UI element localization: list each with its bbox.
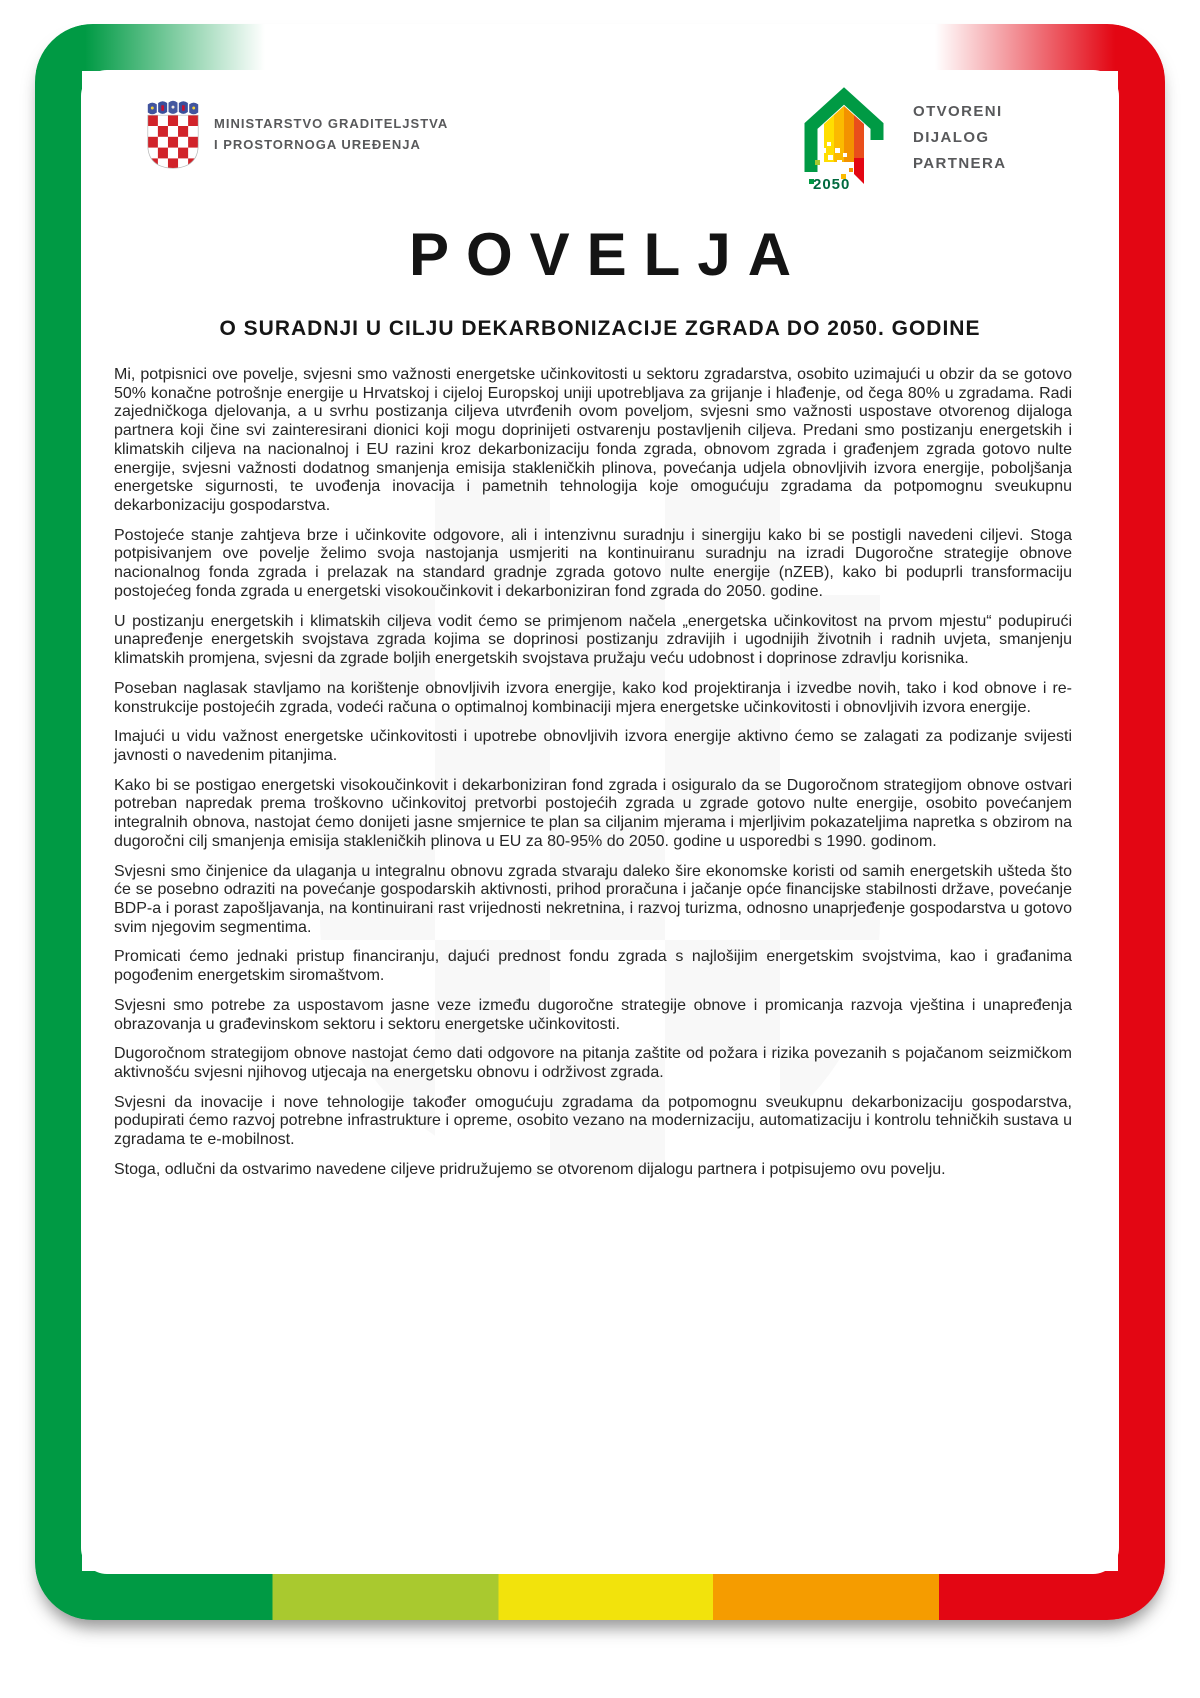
coat-crown <box>148 101 198 115</box>
paragraph: Stoga, odlučni da ostvarimo navedene ciljeve pridružujemo se otvorenom dijalogu partnera i potpisujemo ovu povelju. <box>114 1160 946 1178</box>
paragraph: Poseban naglasak stavljamo na korištenje obnovljivih izvora energije, kako kod projektiranja i izvedbe novih, tako i kod obnove i re-konstrukcije postojećih zgrada, vodeći računa o optimalnoj kombinaciji mjera energetske učinkovitosti i obnovljivih izvora energije. <box>114 679 1072 716</box>
house-red-tail <box>854 158 864 184</box>
frame-bottom-gradient-bar <box>35 1571 1165 1620</box>
paragraph: Postojeće stanje zahtjeva brze i učinkovite odgovore, ali i intenzivnu suradnju i sinergiju kako bi se postigli navedeni ciljevi. Stoga potpisivanjem ove povelje želimo svoja nastojanja usmjeriti na kontinuiranu suradnju na izradi Dugoročne strategije obnove nacionalnog fonda zgrada i prelazak na standard gradnje zgrada gotovo nulte energije (nZEB), kako bi poduprli transformaciju postojećeg fonda zgrada u energetski visokoučinkovit i dekarboniziran fond zgrada do 2050. godine. <box>114 526 1072 600</box>
paragraph: Svjesni smo činjenice da ulaganja u integralnu obnovu zgrada stvaraju daleko šire ekonomske koristi od samih energetskih ušteda što će se posebno odraziti na povećanje gospodarskih aktivnosti, prihod proračuna i jačanje opće financijske stabilnosti države, povećanje BDP-a i porast zapošljavanja, na kontinuirani rast vrijednosti nekretnina, i razvoj turizma, odnosno unaprjeđenje gospodarstva u gotovo svim njegovim segmentima. <box>114 862 1072 936</box>
ministry-name-line1: MINISTARSTVO GRADITELJSTVA <box>214 116 449 132</box>
open-dialogue-line3: PARTNERA <box>913 155 1007 173</box>
page-title: POVELJA <box>408 221 809 288</box>
open-dialogue-label <box>913 99 1006 178</box>
charter-body <box>114 366 1072 1191</box>
coat-shield-checkerboard <box>148 115 198 169</box>
open-dialogue-logo-block <box>795 82 1006 194</box>
paragraph: Imajući u vidu važnost energetske učinkovitosti i upotrebe obnovljivih izvora energije aktivno ćemo se zalagati za podizanje svijesti javnosti o navedenim pitanjima. <box>114 728 1072 764</box>
ministry-name <box>214 114 448 156</box>
paragraph: Promicati ćemo jednaki pristup financiranju, dajući prednost fondu zgrada s najlošijim energetskim svojstvima, kao i građanima pogođenim energetskim siromaštvom. <box>114 948 1072 985</box>
page-subtitle: O SURADNJI U CILJU DEKARBONIZACIJE ZGRADA DO 2050. GODINE <box>219 317 981 340</box>
paragraph: Svjesni smo potrebe za uspostavom jasne veze između dugoročne strategije obnove i promicanja razvoja vještina i unapređenja obrazovanja u građevinskom sektoru i sektoru energetske učinkovitosti. <box>114 996 1072 1033</box>
paragraph: U postizanju energetskih i klimatskih ciljeva vodit ćemo se primjenom načela „energetska učinkovitost na prvom mjestu“ podupirući unapređenje energetskih svojstava zgrada kojima se doprinosi postizanju zdravijih i ugodnijih životnih i radnih uvjeta, smanjenju klimatskih promjena, svjesni da zgrade boljih energetskih svojstava pružaju veću udobnost i doprinose zdravlju korisnika. <box>114 612 1072 668</box>
logo-year-label: 2050 <box>813 176 851 193</box>
paragraph: Mi, potpisnici ove povelje, svjesni smo važnosti energetske učinkovitosti u sektoru zgradarstva, osobito uzimajući u obzir da se gotovo 50% konačne potrošnje energije u Hrvatskoj i cijeloj Europskoj uniji upotrebljava za grijanje i hlađenje, od čega 80% u zgradama. Radi zajedničkoga djelovanja, a u svrhu postizanja ciljeva utvrđenih ovom poveljom, svjesni smo važnosti uspostave otvorenog dijaloga partnera koji čine svi zainteresirani dionici koji mogu doprinijeti ostvarenju postavljenih ciljeva. Predani smo postizanju energetskih i klimatskih ciljeva na nacionalnoj i EU razini kroz dekarbonizaciju fonda zgrada, obnovom zgrada i građenjem zgrada gotovo nulte energije, svjesni važnosti dodatnog smanjenja emisija stakleničkih plinova, povećanja udjela obnovljivih izvora energije, poboljšanja energetske sigurnosti, te uvođenja inovacija i pametnih tehnologija koje omogućuju zgradama da potpomognu sveukupnu dekarbonizaciju gospodarstva. <box>114 366 1072 515</box>
paragraph: Kako bi se postigao energetski visokoučinkovit i dekarboniziran fond zgrada i osiguralo da se Dugoročnom strategijom obnove ostvari potreban napredak prema troškovno učinkovitoj pretvorbi postojećih zgrada u zgrade gotovo nulte energije, osobito povećanjem integralnih obnova, nastojat ćemo donijeti jasne smjernice te plan sa ciljanim mjerama i mjerljivim pokazateljima napretka s obzirom na dugoročni cilj smanjenja emisija stakleničkih plinova u EU za 80-95% do 2050. godine u usporedbi s 1990. godinom. <box>114 776 1072 850</box>
open-dialogue-line1: OTVORENI <box>913 102 1003 120</box>
frame-top-edge <box>35 24 1165 71</box>
house-2050-icon <box>795 82 899 194</box>
paragraph: Svjesni da inovacije i nove tehnologije također omogućuju zgradama da potpomognu sveukupnu dekarbonizaciju gospodarstva, podupirati ćemo razvoj potrebne infrastrukture i opreme, osobito vezano na modernizaciju, automatizaciju i kontrolu tehničkih sustava u zgradama te e-mobilnost. <box>114 1093 1072 1149</box>
ministry-name-line2: I PROSTORNOGA UREĐENJA <box>214 137 421 152</box>
croatian-coat-of-arms-icon <box>146 100 200 170</box>
open-dialogue-line2: DIJALOG <box>913 128 990 146</box>
paragraph: Dugoročnom strategijom obnove nastojat ćemo dati odgovore na pitanja zaštite od požara i rizika povezanih s pojačanom seizmičkom aktivnošću svjesni njihovog utjecaja na energetsku obnovu i održivost zgrada. <box>114 1045 1072 1081</box>
ministry-logo-block <box>146 100 448 170</box>
